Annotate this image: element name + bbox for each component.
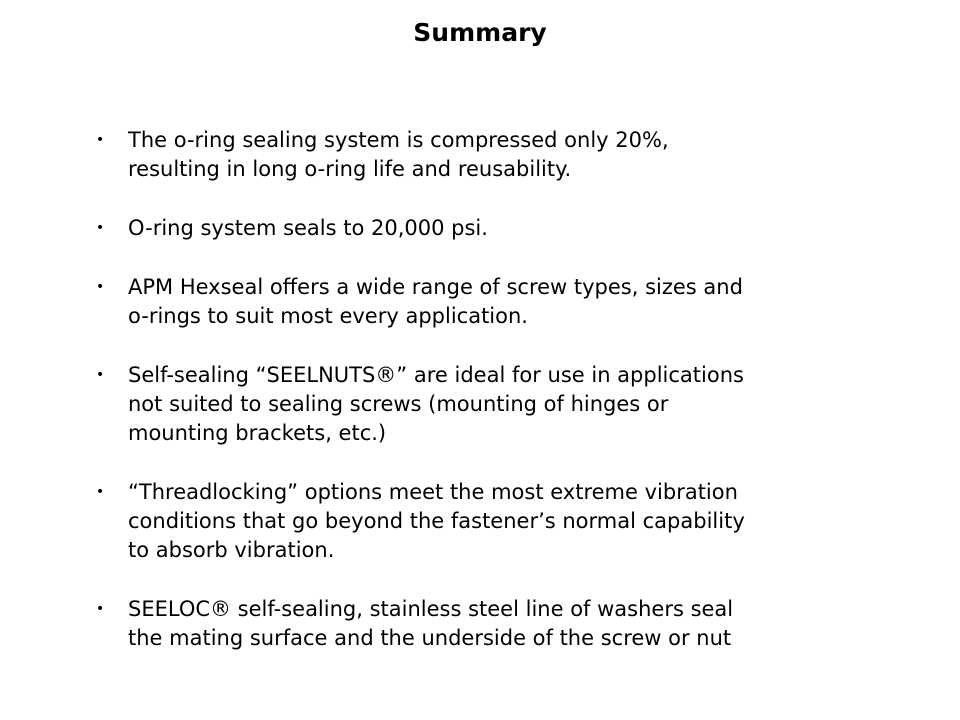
bullet-text: APM Hexseal offers a wide range of screw types, sizes and o-rings to suit most every application. [128,275,743,328]
bullet-text: “Threadlocking” options meet the most extreme vibration conditions that go beyond the fastener’s normal capability to absorb vibration. [128,480,745,562]
bullet-icon: • [96,279,105,295]
bullet-icon: • [96,220,105,236]
bullet-icon: • [96,601,105,617]
bullet-text: SEELOC® self-sealing, stainless steel line of washers seal the mating surface and the underside of the screw or nut [128,597,734,650]
bullet-item-2 [96,214,856,243]
bullet-text: Self-sealing “SEELNUTS®” are ideal for use in applications not suited to sealing screws (mounting of hinges or mounting brackets, etc.) [128,363,744,445]
bullet-list [96,126,856,653]
bullet-text: O-ring system seals to 20,000 psi. [128,216,488,240]
bullet-item-6 [96,595,856,653]
bullet-text: The o-ring sealing system is compressed only 20%, resulting in long o-ring life and reusability. [128,128,669,181]
bullet-icon: • [96,484,105,500]
slide-title: Summary [413,18,547,47]
bullet-item-5 [96,478,856,565]
bullet-item-4 [96,361,856,448]
bullet-icon: • [96,132,105,148]
bullet-item-3 [96,273,856,331]
bullet-item-1 [96,126,856,184]
bullet-icon: • [96,367,105,383]
